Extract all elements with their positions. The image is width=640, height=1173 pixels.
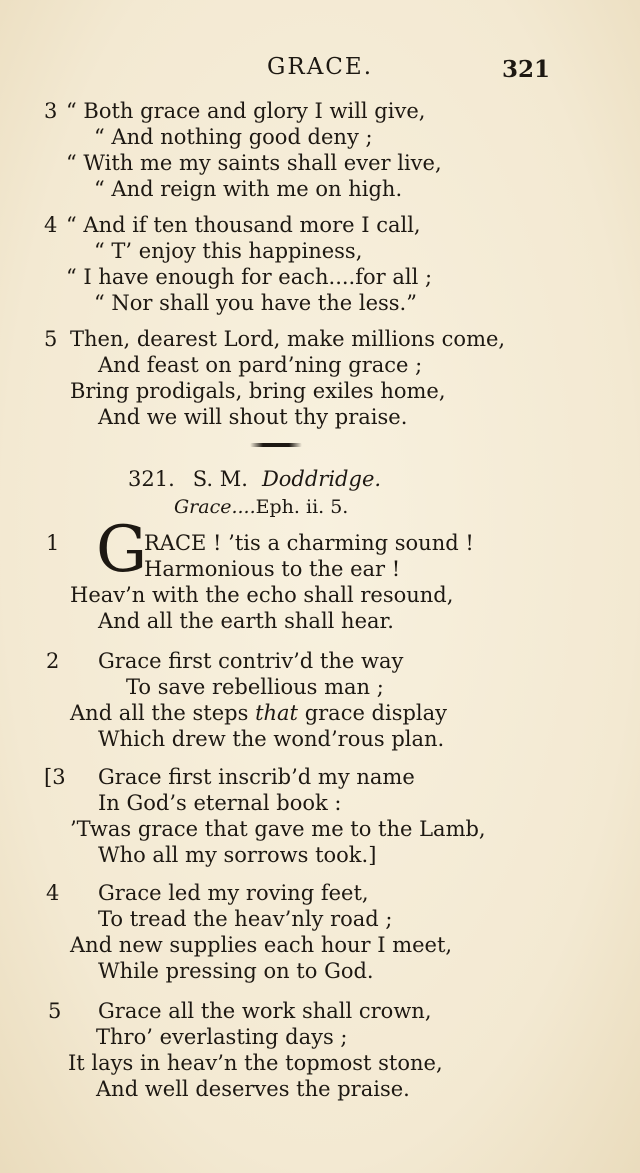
stanza-number: 2 xyxy=(46,649,60,673)
verse-line: While pressing on to God. xyxy=(98,959,374,983)
verse-line: Bring prodigals, bring exiles home, xyxy=(70,379,446,403)
verse-line: “ I have enough for each....for all ; xyxy=(66,265,433,289)
verse-line: To save rebellious man ; xyxy=(126,675,384,699)
verse-line: RACE ! ’tis a charming sound ! xyxy=(144,531,474,555)
running-header-title: GRACE. xyxy=(267,54,373,80)
verse-line: And all the earth shall hear. xyxy=(98,609,394,633)
verse-line: “ T’ enjoy this happiness, xyxy=(94,239,363,263)
verse-line: “ And nothing good deny ; xyxy=(94,125,373,149)
verse-line: Who all my sorrows took.] xyxy=(98,843,377,867)
verse-line: To tread the heav’nly road ; xyxy=(98,907,393,931)
verse-line: Harmonious to the ear ! xyxy=(144,557,401,581)
verse-line: In God’s eternal book : xyxy=(98,791,342,815)
stanza-number: 1 xyxy=(46,531,60,555)
verse-line: Heav’n with the echo shall resound, xyxy=(70,583,454,607)
verse-line: ’Twas grace that gave me to the Lamb, xyxy=(70,817,486,841)
hymn-subtitle xyxy=(174,495,348,519)
stanza-number: 4 xyxy=(44,213,58,237)
verse-line: Then, dearest Lord, make millions come, xyxy=(70,327,506,351)
verse-line: “ Nor shall you have the less.” xyxy=(94,291,417,315)
stanza-number: 4 xyxy=(46,881,60,905)
verse-line: “ And reign with me on high. xyxy=(94,177,403,201)
verse-line: Thro’ everlasting days ; xyxy=(96,1025,348,1049)
stanza-number: 3 xyxy=(44,99,58,123)
drop-cap: G xyxy=(96,513,148,587)
verse-line: Grace led my roving feet, xyxy=(98,881,369,905)
scripture-reference: Eph. ii. 5. xyxy=(255,496,349,518)
verse-line: It lays in heav’n the topmost stone, xyxy=(68,1051,443,1075)
hymn-meter: S. M. xyxy=(192,467,248,491)
verse-line: And new supplies each hour I meet, xyxy=(70,933,453,957)
verse-line: Grace first contriv’d the way xyxy=(98,649,404,673)
hymn-author: Doddridge. xyxy=(261,467,382,491)
hymn-heading xyxy=(128,466,381,492)
verse-line: And well deserves the praise. xyxy=(96,1077,410,1101)
hymn-number: 321. xyxy=(128,467,175,491)
stanza-number: 5 xyxy=(44,327,58,351)
verse-line: And all the steps that grace display xyxy=(70,701,448,725)
verse-line: Grace all the work shall crown, xyxy=(98,999,432,1023)
verse-line: And feast on pard’ning grace ; xyxy=(98,353,423,377)
section-divider xyxy=(250,443,302,447)
verse-line: Grace first inscrib’d my name xyxy=(98,765,415,789)
verse-line: Which drew the wond’rous plan. xyxy=(98,727,445,751)
verse-line: “ And if ten thousand more I call, xyxy=(66,213,421,237)
hymn-subject: Grace.... xyxy=(174,496,256,518)
stanza-number: [3 xyxy=(44,765,66,789)
verse-line: “ Both grace and glory I will give, xyxy=(66,99,426,123)
stanza-number: 5 xyxy=(48,999,62,1023)
verse-line: “ With me my saints shall ever live, xyxy=(66,151,442,175)
page-number: 321 xyxy=(501,56,550,83)
verse-line: And we will shout thy praise. xyxy=(98,405,408,429)
